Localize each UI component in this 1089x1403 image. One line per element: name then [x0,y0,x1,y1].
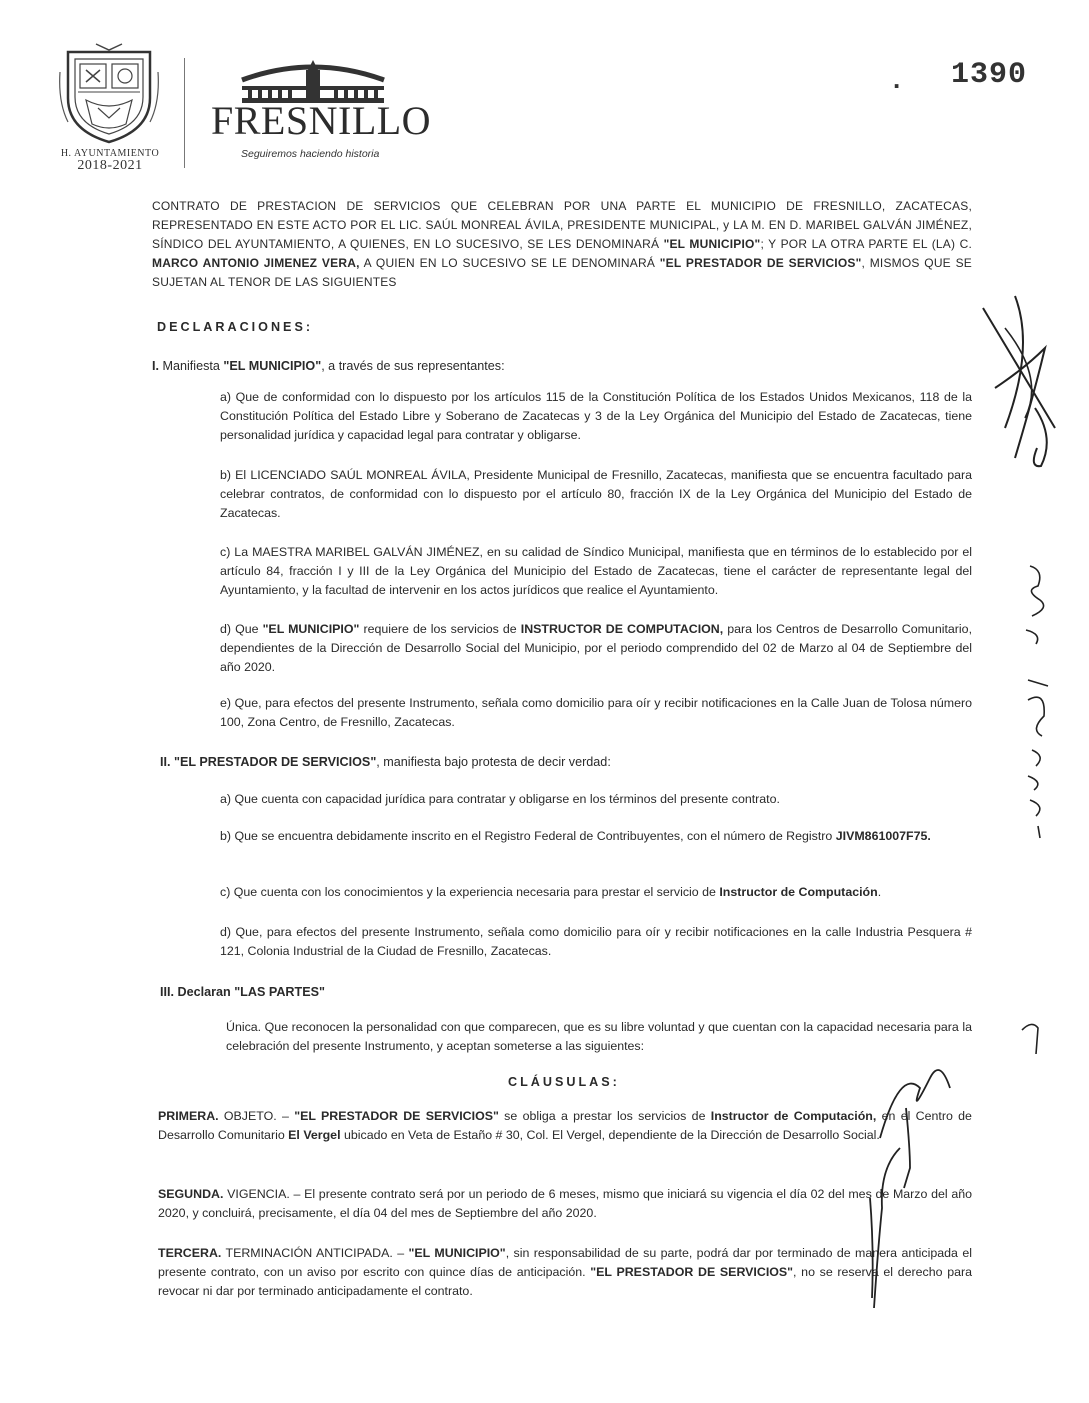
page-number: 1390 [951,58,1028,92]
seal-caption-line1: H. AYUNTAMIENTO [60,148,160,159]
declaration-1a: a) Que de conformidad con lo dispuesto por los artículos 115 de la Constitución Política de los Estados Unidos Mexicanos, 118 de la Constitución Política del Estado Libre y Soberano de Zacatecas y 3 de la Ley Orgánica del Municipio del Estado de Zacatecas, tiene personalidad jurídica y capacidad legal para contratar y obligarse. [220,390,972,442]
clause-segunda: SEGUNDA. VIGENCIA. – El presente contrato será por un periodo de 6 meses, mismo que iniciará su vigencia el día 02 del mes de Marzo del año 2020, y concluirá, precisamente, el día 04 del mes de Septiembre del año 2020. [158,1187,972,1220]
signature-mark-top [975,288,1065,478]
seal-caption-line2: 2018-2021 [77,158,143,173]
handwritten-mark [1018,1018,1048,1058]
clause-tercera: TERCERA. TERMINACIÓN ANTICIPADA. – "EL MUNICIPIO", sin responsabilidad de su parte, podrá dar por terminado de manera anticipada el presente contrato, con un aviso por escrito con quince días de anticipación. "EL PRESTADOR DE SERVICIOS", no se reserva el derecho para revocar ni dar por terminado anticipadamente el contrato. [158,1246,972,1298]
declaration-1b: b) El LICENCIADO SAÚL MONREAL ÁVILA, Presidente Municipal de Fresnillo, Zacatecas, manifiesta que se encuentra facultado para celebrar contratos, de conformidad con lo dispuesto por el artículo 80, fracción IX de la Ley Orgánica del Municipio del Estado de Zacatecas. [220,468,972,520]
header-divider [184,58,185,168]
declaration-2b: b) Que se encuentra debidamente inscrito en el Registro Federal de Contribuyentes, con el número de Registro JIVM861007F75. [220,829,931,843]
clausulas-heading: CLÁUSULAS: [508,1075,620,1089]
section-3-heading: III. Declaran "LAS PARTES" [160,985,325,999]
municipal-seal [56,42,162,151]
section-1-heading: I. Manifiesta "EL MUNICIPIO", a través de sus representantes: [152,359,505,373]
shield-icon [56,42,162,146]
page-mark: . [893,64,901,94]
signature-name-vertical [1010,560,1060,840]
declaration-1d: d) Que "EL MUNICIPIO" requiere de los servicios de INSTRUCTOR DE COMPUTACION, para los Centros de Desarrollo Comunitario, dependientes de la Dirección de Desarrollo Social del Municipio, por el periodo comprendido del 02 de Marzo al 04 de Septiembre del año 2020. [220,622,973,674]
brand-name: FRESNILLO [211,98,432,143]
declaraciones-heading: DECLARACIONES: [157,320,314,334]
section-2-heading: II. "EL PRESTADOR DE SERVICIOS", manifiesta bajo protesta de decir verdad: [160,755,611,769]
declaration-1e: e) Que, para efectos del presente Instrumento, señala como domicilio para oír y recibir notificaciones en la Calle Juan de Tolosa número 100, Zona Centro, de Fresnillo, Zacatecas. [220,696,972,729]
seal-caption [40,148,180,174]
signature-mark-bottom [840,1048,990,1308]
declaration-2c: c) Que cuenta con los conocimientos y la experiencia necesaria para prestar el servicio de Instructor de Computación. [220,885,882,899]
clause-primera: PRIMERA. OBJETO. – "EL PRESTADOR DE SERVICIOS" se obliga a prestar los servicios de Instructor de Computación, en el Centro de Desarrollo Comunitario El Vergel ubicado en Veta de Estaño # 30, Col. El Vergel, dependiente de la Dirección de Desarrollo Social. [158,1109,972,1142]
declaration-3-unica: Única. Que reconocen la personalidad con que comparecen, que es su libre voluntad y que cuentan con la capacidad necesaria para la celebración del presente Instrumento, y aceptan someterse a las siguientes: [226,1020,972,1053]
declaration-1c: c) La MAESTRA MARIBEL GALVÁN JIMÉNEZ, en su calidad de Síndico Municipal, manifiesta que en términos de lo establecido por el artículo 84, fracción I y III de la Ley Orgánica del Municipio del Estado de Zacatecas, tiene el carácter de representante legal del Ayuntamiento, y la facultad de intervenir en los actos jurídicos que realice el Ayuntamiento. [220,545,972,597]
declaration-2a: a) Que cuenta con capacidad jurídica para contratar y obligarse en los términos del presente contrato. [220,792,780,806]
contract-intro: CONTRATO DE PRESTACION DE SERVICIOS QUE CELEBRAN POR UNA PARTE EL MUNICIPIO DE FRESNILLO, ZACATECAS, REPRESENTADO EN ESTE ACTO POR EL LIC. SAÚL MONREAL ÁVILA, PRESIDENTE MUNICIPAL, y LA M. EN D. MARIBEL GALVÁN JIMÉNEZ, SÍNDICO DEL AYUNTAMIENTO, A QUIENES, EN LO SUCESIVO, SE LES DENOMINARÁ "EL MUNICIPIO"; Y POR LA OTRA PARTE EL (LA) C. MARCO ANTONIO JIMENEZ VERA, A QUIEN EN LO SUCESIVO SE LE DENOMINARÁ "EL PRESTADOR DE SERVICIOS", MISMOS QUE SE SUJETAN AL TENOR DE LAS SIGUIENTES [152,199,973,289]
declaration-2d: d) Que, para efectos del presente Instrumento, señala como domicilio para oír y recibir notificaciones en la calle Industria Pesquera # 121, Colonia Industrial de la Ciudad de Fresnillo, Zacatecas. [220,925,972,958]
brand-slogan: Seguiremos haciendo historia [241,148,380,160]
